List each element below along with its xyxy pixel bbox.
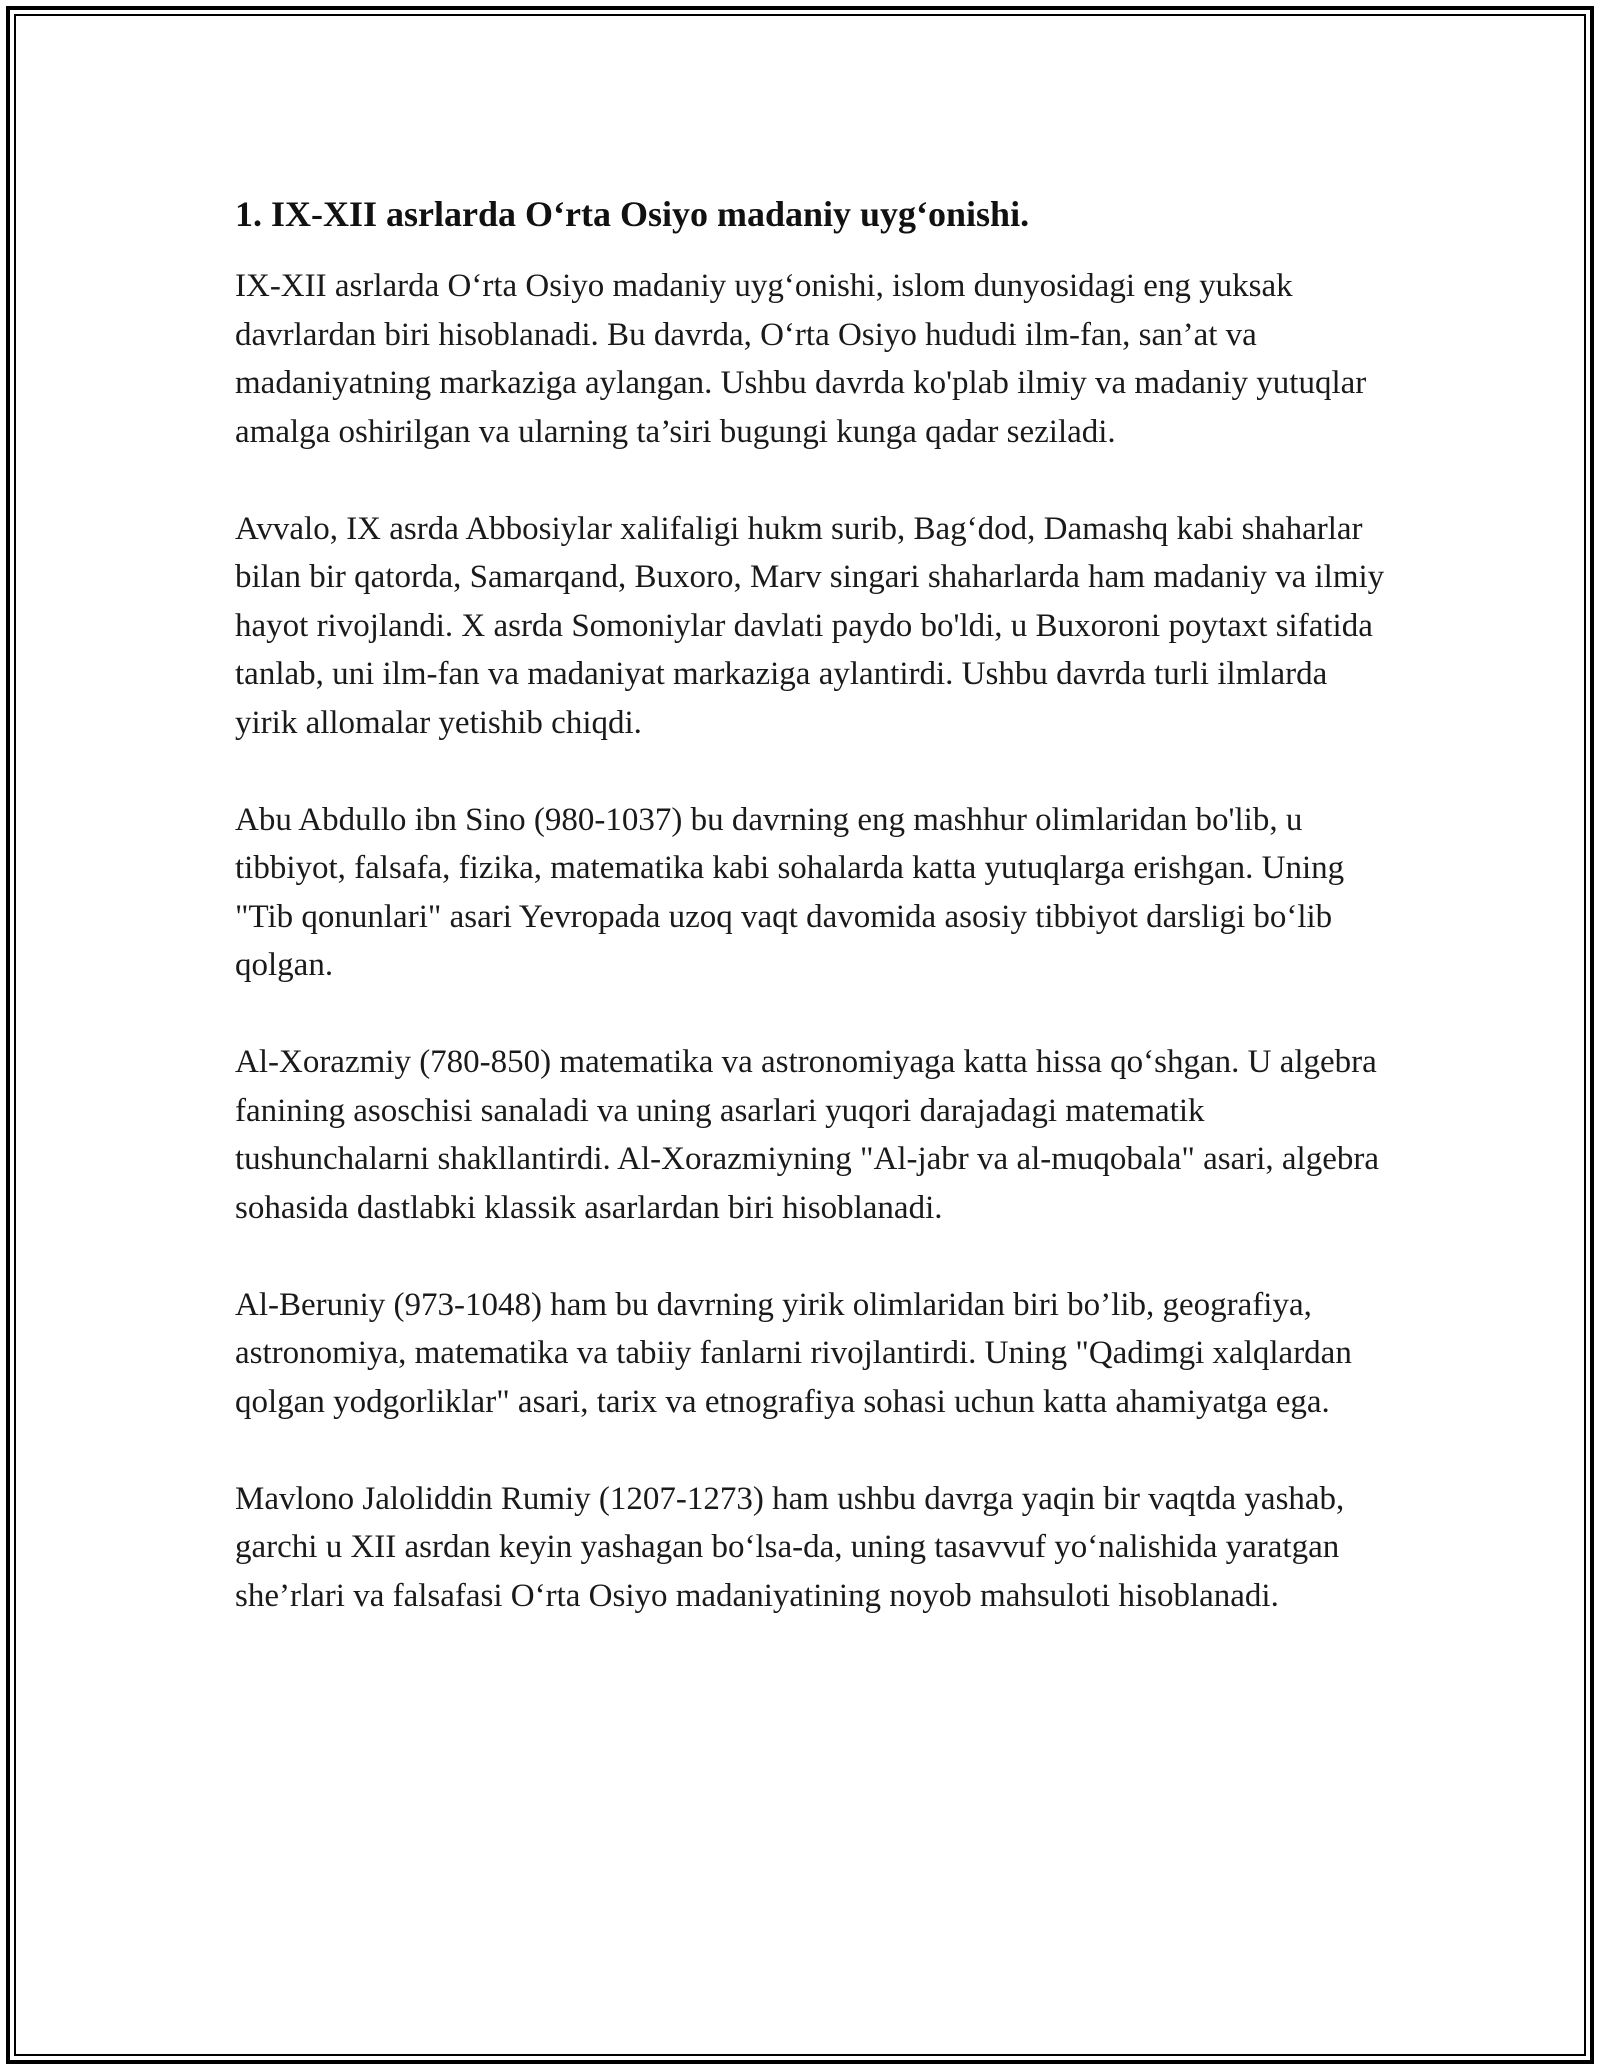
paragraph-rumiy: Mavlono Jaloliddin Rumiy (1207-1273) ham ushbu davrga yaqin bir vaqtda yashab, garchi u XII asrdan keyin yashagan bo‘lsa-da, uning tasavvuf yo‘nalishida yaratgan she’rlari va falsafasi O‘rta Osiyo madaniyatining noyob mahsuloti hisoblanadi.	[235, 1480, 1345, 1614]
paragraph-ibn-sino: Abu Abdullo ibn Sino (980-1037) bu davrning eng mashhur olimlaridan bo'lib, u tibbiyot, falsafa, fizika, matematika kabi sohalarda katta yutuqlarga erishgan. Uning "Tib qonunlari" asari Yevropada uzoq vaqt davomida asosiy tibbiyot darsligi bo‘lib qolgan.	[235, 801, 1345, 983]
paragraph-intro: IX-XII asrlarda O‘rta Osiyo madaniy uyg‘onishi, islom dunyosidagi eng yuksak davrlardan biri hisoblanadi. Bu davrda, O‘rta Osiyo hududi ilm-fan, san’at va madaniyatning markaziga aylangan. Ushbu davrda ko'plab ilmiy va madaniy yutuqlar amalga oshirilgan va ularning ta’siri bugungi kunga qadar seziladi.	[235, 268, 1367, 450]
paragraph-abbosiylar: Avvalo, IX asrda Abbosiylar xalifaligi hukm surib, Bag‘dod, Damashq kabi shaharlar bilan bir qatorda, Samarqand, Buxoro, Marv singari shaharlarda ham madaniy va ilmiy hayot rivojlandi. X asrda Somoniylar davlati paydo bo'ldi, u Buxoroni poytaxt sifatida tanlab, uni ilm-fan va madaniyat markaziga aylantirdi. Ushbu davrda turli ilmlarda yirik allomalar yetishib chiqdi.	[235, 510, 1385, 741]
section-heading: 1. IX-XII asrlarda O‘rta Osiyo madaniy uyg‘onishi.	[235, 194, 1030, 234]
document-body	[235, 186, 1385, 1620]
paragraph-al-xorazmiy: Al-Xorazmiy (780-850) matematika va astronomiyaga katta hissa qo‘shgan. U algebra fanining asoschisi sanaladi va uning asarlari yuqori darajadagi matematik tushunchalarni shakllantirdi. Al-Xorazmiyning "Al-jabr va al-muqobala" asari, algebra sohasida dastlabki klassik asarlardan biri hisoblanadi.	[235, 1044, 1379, 1226]
paragraph-al-beruniy: Al-Beruniy (973-1048) ham bu davrning yirik olimlaridan biri bo’lib, geografiya, astronomiya, matematika va tabiiy fanlarni rivojlantirdi. Uning "Qadimgi xalqlardan qolgan yodgorliklar" asari, tarix va etnografiya sohasi uchun katta ahamiyatga ega.	[235, 1286, 1352, 1420]
